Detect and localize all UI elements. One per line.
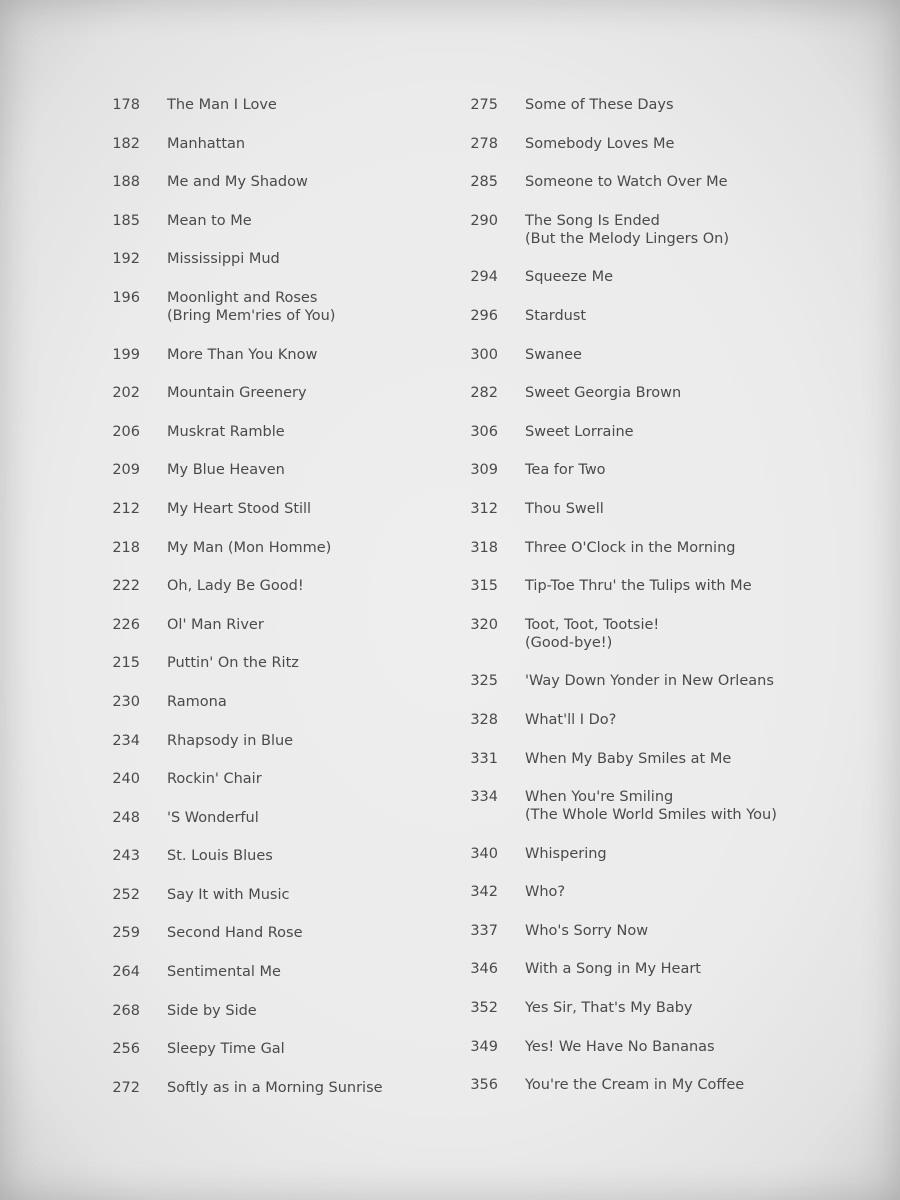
toc-page-number: 256 xyxy=(112,1041,140,1058)
toc-song-title: Who's Sorry Now xyxy=(525,922,649,939)
toc-page-number: 218 xyxy=(112,539,140,556)
toc-page-number: 318 xyxy=(470,539,498,556)
toc-song-title: Who? xyxy=(525,884,566,901)
toc-song-title: Manhattan xyxy=(167,135,246,152)
toc-page-number: 315 xyxy=(470,578,498,595)
toc-song-title: 'S Wonderful xyxy=(167,809,259,826)
toc-entry xyxy=(458,135,858,153)
toc-entry xyxy=(458,346,858,364)
toc-song-title: The Man I Love xyxy=(167,97,277,113)
toc-entry xyxy=(100,847,440,865)
toc-entry xyxy=(458,307,858,325)
toc-page-number: 294 xyxy=(470,269,498,286)
toc-entry xyxy=(458,423,858,441)
toc-entry xyxy=(100,500,440,518)
toc-entry xyxy=(458,711,858,729)
toc-song-title: You're the Cream in My Coffee xyxy=(525,1077,745,1094)
toc-page-number: 278 xyxy=(470,135,498,152)
toc-entry xyxy=(458,750,858,768)
toc-page-number: 296 xyxy=(470,307,498,324)
toc-song-title: What'll I Do? xyxy=(525,711,617,728)
toc-entry xyxy=(100,135,440,153)
toc-page-number: 182 xyxy=(112,135,140,152)
toc-left-column xyxy=(100,96,440,1117)
toc-song-title: Mississippi Mud xyxy=(167,251,280,268)
toc-song-title: Ramona xyxy=(167,693,227,710)
toc-entry xyxy=(100,809,440,827)
toc-song-title: Squeeze Me xyxy=(525,269,614,286)
toc-entry xyxy=(458,577,858,595)
toc-entry xyxy=(458,672,858,690)
toc-page-number: 312 xyxy=(470,500,498,517)
toc-page-number: 328 xyxy=(470,711,498,728)
toc-entry xyxy=(100,1002,440,1020)
toc-song-title: Tip-Toe Thru' the Tulips with Me xyxy=(525,578,752,595)
toc-entry xyxy=(100,384,440,402)
toc-entry xyxy=(100,423,440,441)
toc-page-number: 222 xyxy=(112,578,140,595)
toc-entry xyxy=(458,845,858,863)
toc-entry xyxy=(100,173,440,191)
toc-song-title: Rockin' Chair xyxy=(167,771,262,788)
toc-page-number: 230 xyxy=(112,693,140,710)
toc-right-column xyxy=(458,96,858,1115)
toc-page-number: 309 xyxy=(470,462,498,479)
toc-song-title: Three O'Clock in the Morning xyxy=(525,539,736,556)
toc-page-number: 285 xyxy=(470,174,498,191)
toc-song-title: Stardust xyxy=(525,307,587,324)
toc-song-title: My Blue Heaven xyxy=(167,462,285,479)
toc-page-number: 325 xyxy=(470,673,498,690)
toc-page-number: 275 xyxy=(470,97,498,113)
toc-entry xyxy=(100,539,440,557)
toc-entry xyxy=(458,616,858,652)
toc-song-title: Yes Sir, That's My Baby xyxy=(525,1000,693,1017)
toc-entry xyxy=(458,173,858,191)
toc-entry xyxy=(100,654,440,672)
toc-entry xyxy=(458,500,858,518)
toc-entry xyxy=(100,1040,440,1058)
toc-song-title: Second Hand Rose xyxy=(167,925,303,942)
toc-page-number: 243 xyxy=(112,848,140,865)
toc-entry xyxy=(100,96,440,114)
toc-page-number: 192 xyxy=(112,251,140,268)
toc-entry xyxy=(100,770,440,788)
toc-song-title: Softly as in a Morning Sunrise xyxy=(167,1079,383,1096)
toc-song-title: My Man (Mon Homme) xyxy=(167,539,332,556)
toc-page-number: 282 xyxy=(470,385,498,402)
toc-song-title: Someone to Watch Over Me xyxy=(525,174,728,191)
toc-song-title: Tea for Two xyxy=(525,462,606,479)
toc-song-title: Muskrat Ramble xyxy=(167,423,285,440)
toc-song-title: More Than You Know xyxy=(167,346,318,363)
toc-entry xyxy=(100,924,440,942)
toc-entry xyxy=(458,1038,858,1056)
toc-entry xyxy=(458,212,858,248)
toc-song-title: Puttin' On the Ritz xyxy=(167,655,299,672)
toc-song-title: Side by Side xyxy=(167,1002,257,1019)
toc-song-title: When You're Smiling (The Whole World Smiles with You) xyxy=(525,789,777,824)
toc-page-number: 199 xyxy=(112,346,140,363)
toc-entry xyxy=(100,212,440,230)
toc-entry xyxy=(100,346,440,364)
toc-entry xyxy=(100,289,440,325)
toc-song-title: Yes! We Have No Bananas xyxy=(525,1038,715,1055)
toc-song-title: Mountain Greenery xyxy=(167,385,307,402)
toc-song-title: Oh, Lady Be Good! xyxy=(167,578,304,595)
toc-page-number: 300 xyxy=(470,346,498,363)
toc-song-title: My Heart Stood Still xyxy=(167,500,312,517)
toc-page-number: 342 xyxy=(470,884,498,901)
toc-song-title: 'Way Down Yonder in New Orleans xyxy=(525,673,774,690)
toc-entry xyxy=(458,461,858,479)
toc-entry xyxy=(100,1079,440,1097)
toc-page-number: 349 xyxy=(470,1038,498,1055)
toc-song-title: With a Song in My Heart xyxy=(525,961,701,978)
toc-page-number: 248 xyxy=(112,809,140,826)
toc-entry xyxy=(100,963,440,981)
toc-page-number: 320 xyxy=(470,616,498,633)
toc-page-number: 331 xyxy=(470,750,498,767)
toc-entry xyxy=(458,1076,858,1094)
toc-song-title: Some of These Days xyxy=(525,97,674,113)
toc-entry xyxy=(458,883,858,901)
toc-page-number: 340 xyxy=(470,845,498,862)
toc-song-title: Moonlight and Roses (Bring Mem'ries of You) xyxy=(167,289,336,324)
toc-entry xyxy=(100,886,440,904)
toc-page-number: 215 xyxy=(112,655,140,672)
toc-entry xyxy=(458,788,858,824)
toc-song-title: Whispering xyxy=(525,845,607,862)
toc-entry xyxy=(100,732,440,750)
toc-page-number: 252 xyxy=(112,886,140,903)
toc-song-title: Ol' Man River xyxy=(167,616,264,633)
toc-song-title: When My Baby Smiles at Me xyxy=(525,750,732,767)
toc-page-number: 240 xyxy=(112,771,140,788)
toc-song-title: St. Louis Blues xyxy=(167,848,273,865)
toc-page-number: 356 xyxy=(470,1077,498,1094)
toc-song-title: Sentimental Me xyxy=(167,964,281,981)
toc-entry xyxy=(100,461,440,479)
toc-song-title: The Song Is Ended (But the Melody Lingers On) xyxy=(525,212,730,247)
toc-entry xyxy=(458,999,858,1017)
toc-song-title: Me and My Shadow xyxy=(167,174,308,191)
toc-page-number: 226 xyxy=(112,616,140,633)
toc-page-number: 264 xyxy=(112,964,140,981)
toc-page-number: 346 xyxy=(470,961,498,978)
toc-entry xyxy=(100,693,440,711)
toc-page-number: 209 xyxy=(112,462,140,479)
toc-song-title: Somebody Loves Me xyxy=(525,135,675,152)
toc-page-number: 185 xyxy=(112,212,140,229)
toc-entry xyxy=(458,268,858,286)
toc-entry xyxy=(100,250,440,268)
toc-entry xyxy=(100,577,440,595)
toc-page-number: 196 xyxy=(112,289,140,306)
toc-song-title: Mean to Me xyxy=(167,212,252,229)
toc-page-number: 268 xyxy=(112,1002,140,1019)
toc-song-title: Sweet Lorraine xyxy=(525,423,634,440)
toc-page-number: 352 xyxy=(470,1000,498,1017)
toc-page-number: 259 xyxy=(112,925,140,942)
toc-page-number: 206 xyxy=(112,423,140,440)
toc-page-number: 337 xyxy=(470,922,498,939)
toc-page-number: 178 xyxy=(112,97,140,113)
toc-entry xyxy=(458,960,858,978)
toc-entry xyxy=(458,384,858,402)
toc-song-title: Say It with Music xyxy=(167,886,290,903)
toc-page-number: 306 xyxy=(470,423,498,440)
toc-page-number: 202 xyxy=(112,385,140,402)
toc-song-title: Thou Swell xyxy=(525,500,604,517)
toc-page-number: 188 xyxy=(112,174,140,191)
toc-entry xyxy=(458,96,858,114)
toc-song-title: Sleepy Time Gal xyxy=(167,1041,285,1058)
toc-song-title: Toot, Toot, Tootsie! (Good-bye!) xyxy=(525,616,660,651)
toc-page-number: 272 xyxy=(112,1079,140,1096)
toc-entry xyxy=(100,616,440,634)
toc-page-number: 234 xyxy=(112,732,140,749)
toc-entry xyxy=(458,922,858,940)
toc-page-number: 212 xyxy=(112,500,140,517)
toc-page-number: 290 xyxy=(470,212,498,229)
toc-page-number: 334 xyxy=(470,789,498,806)
toc-song-title: Rhapsody in Blue xyxy=(167,732,294,749)
toc-song-title: Swanee xyxy=(525,346,582,363)
toc-entry xyxy=(458,539,858,557)
toc-song-title: Sweet Georgia Brown xyxy=(525,385,682,402)
